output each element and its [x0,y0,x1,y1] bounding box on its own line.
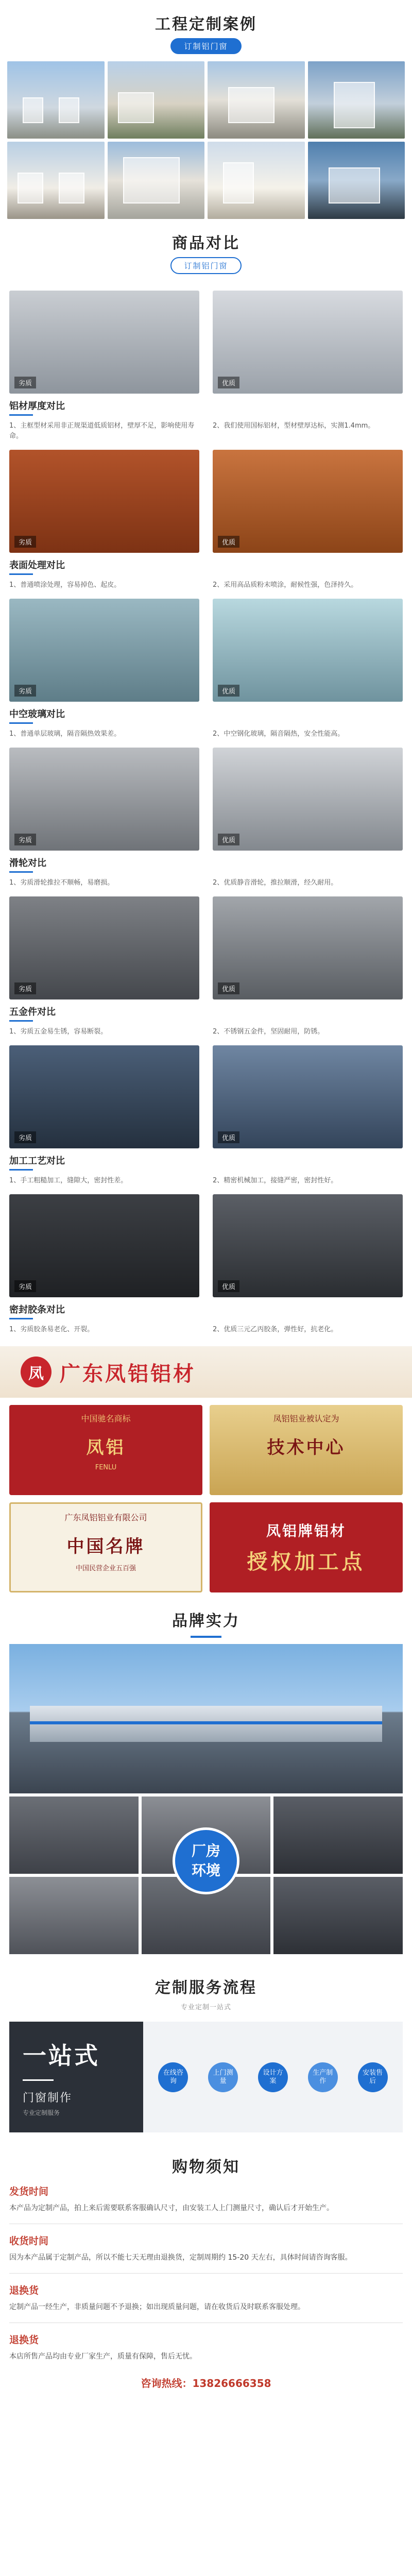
factory-photo [273,1877,403,1954]
plaque-big: 技术中心 [267,1437,346,1458]
compare-images [9,748,403,851]
compare-item-title: 滑轮对比 [9,856,403,873]
compare-texts [9,1176,403,1186]
hotline[interactable]: 咨询热线：13826666358 [141,2377,271,2389]
compare-texts [9,729,403,739]
brand-banner [0,1346,412,1398]
notice-body: 本店所售产品均由专业厂家生产，质量有保障，售后无忧。 [9,2352,197,2361]
compare-image-bad [9,599,199,702]
notice-heading: 发货时间 [9,2186,49,2197]
compare-tag-good: 优质 [218,1280,239,1292]
plaque-top: 广东凤铝铝业有限公司 [64,1513,147,1522]
strength-section [0,1592,412,1954]
compare-texts [9,878,403,888]
plaque-line2: 授权加工点 [247,1550,366,1574]
compare-tag-bad: 劣质 [14,1131,36,1143]
compare-image-good [213,291,403,394]
factory-photo [9,1797,139,1874]
case-image [208,142,305,219]
case-image [308,61,405,139]
compare-texts [9,421,403,442]
compare-tag-bad: 劣质 [14,1280,36,1292]
notice-body: 本产品为定制产品，拍上来后需要联系客服确认尺寸，由安装工人上门测量尺寸，确认后才开始生产。 [9,2204,334,2212]
plaque-grid [0,1398,412,1592]
compare-text-bad: 1、普通喷涂处理，容易掉色、起皮。 [9,581,121,589]
case-pill: 订制铝门窗 [170,38,241,54]
compare-texts [9,580,403,590]
compare-tag-bad: 劣质 [14,536,36,548]
compare-item-title: 五金件对比 [9,1005,403,1022]
compare-text-bad: 1、劣质胶条易老化、开裂。 [9,1326,94,1333]
compare-item-title: 铝材厚度对比 [9,399,403,416]
compare-item [9,748,403,888]
compare-tag-good: 优质 [218,982,239,994]
compare-text-bad: 1、主框型材采用非正规渠道低质铝材，壁厚不足，影响使用寿命。 [9,422,195,440]
plaque-famous-brand [9,1502,202,1592]
plaque-sub: FENLU [95,1464,117,1471]
compare-image-good [213,1194,403,1297]
flow-box [9,2022,403,2132]
notice-title: 购物须知 [172,2158,240,2176]
flow-left-small: 专业定制服务 [23,2109,60,2116]
flow-step [150,2062,196,2092]
case-image [308,142,405,219]
notice-item [9,2184,403,2214]
compare-image-bad [9,896,199,999]
compare-text-bad: 1、劣质五金易生锈，容易断裂。 [9,1028,108,1036]
factory-photo [273,1797,403,1874]
case-image [108,61,205,139]
compare-tag-bad: 劣质 [14,834,36,845]
compare-images [9,1045,403,1148]
flow-left-mid: 门窗制作 [23,2092,73,2105]
compare-item-title: 表面处理对比 [9,558,403,575]
compare-item [9,1045,403,1186]
factory-grid [9,1797,403,1954]
flow-steps [143,2022,403,2132]
compare-title: 商品对比 [172,234,240,252]
notice-section [0,2132,412,2405]
compare-image-good [213,748,403,851]
compare-item [9,896,403,1037]
brand-section [0,1346,412,1592]
plaque-top: 中国驰名商标 [81,1414,131,1423]
flow-step [200,2062,246,2092]
case-image [7,61,105,139]
compare-item [9,450,403,590]
compare-tag-bad: 劣质 [14,377,36,388]
notice-heading: 退换货 [9,2285,39,2296]
case-title: 工程定制案例 [155,15,257,33]
compare-tag-bad: 劣质 [14,685,36,697]
compare-image-bad [9,1045,199,1148]
compare-header [0,219,412,281]
case-section [0,0,412,219]
compare-tag-good: 优质 [218,536,239,548]
flow-divider [23,2079,54,2081]
flow-step-label: 在线咨询 [158,2062,188,2092]
case-image [208,61,305,139]
notice-body: 因为本产品属于定制产品，所以不能七天无理由退换货，定制周期约 15-20 天左右，具体时间请咨询客服。 [9,2253,352,2262]
compare-image-good [213,896,403,999]
plaque-big: 中国名牌 [66,1536,145,1557]
plaque-tech-center [210,1405,403,1495]
compare-image-bad [9,450,199,553]
compare-section [0,219,412,1335]
compare-text-bad: 1、手工粗糙加工，缝隙大，密封性差。 [9,1177,128,1184]
compare-list [0,291,412,1335]
flow-step [350,2062,396,2092]
compare-images [9,896,403,999]
compare-tag-bad: 劣质 [14,982,36,994]
case-image [108,142,205,219]
notice-item [9,2283,403,2313]
brand-logo-icon: 凤 [21,1357,52,1387]
factory-photo [9,1644,403,1793]
compare-image-good [213,599,403,702]
compare-item-title: 中空玻璃对比 [9,707,403,724]
strength-title: 品牌实力 [0,1592,412,1644]
compare-text-good: 2、采用高品质粉末喷涂，耐候性强，色泽持久。 [213,581,358,589]
brand-name: 广东凤铝铝材 [60,1362,196,1386]
compare-item-title: 密封胶条对比 [9,1302,403,1319]
compare-texts [9,1325,403,1335]
compare-tag-good: 优质 [218,685,239,697]
flow-left [9,2022,143,2132]
compare-image-bad [9,291,199,394]
compare-text-good: 2、不锈钢五金件，坚固耐用，防锈。 [213,1028,324,1036]
compare-images [9,599,403,702]
compare-text-good: 2、优质三元乙丙胶条，弹性好，抗老化。 [213,1326,338,1333]
compare-images [9,291,403,394]
compare-image-bad [9,748,199,851]
compare-tag-good: 优质 [218,377,239,388]
case-header [0,0,412,61]
compare-item-title: 加工工艺对比 [9,1154,403,1171]
flow-subtitle: 专业定制一站式 [180,2004,231,2011]
notice-divider [9,2273,403,2274]
compare-item [9,291,403,442]
compare-image-good [213,450,403,553]
case-image [7,142,105,219]
flow-step [300,2062,346,2092]
plaque-big: 凤铝 [86,1437,126,1458]
compare-tag-good: 优质 [218,1131,239,1143]
case-grid [0,61,412,219]
compare-text-good: 2、中空钢化玻璃，隔音隔热，安全性能高。 [213,730,345,738]
flow-left-big: 一站式 [23,2042,100,2070]
plaque-line1: 凤铝牌铝材 [266,1522,346,1539]
flow-step-label: 设计方案 [258,2062,288,2092]
flow-step [250,2062,296,2092]
factory-photo [9,1877,139,1954]
notice-heading: 收货时间 [9,2235,49,2247]
plaque-trademark [9,1405,202,1495]
plaque-sub: 中国民营企业五百强 [75,1565,136,1572]
compare-text-good: 2、我们使用国标铝材，型材壁厚达标，实测1.4mm。 [213,422,375,430]
compare-image-bad [9,1194,199,1297]
compare-text-bad: 1、劣质滑轮推拉不顺畅，易磨损。 [9,879,114,887]
flow-header [0,1954,412,2016]
compare-texts [9,1027,403,1037]
compare-tag-good: 优质 [218,834,239,845]
compare-image-good [213,1045,403,1148]
compare-pill: 订制铝门窗 [170,257,241,274]
compare-images [9,1194,403,1297]
compare-text-bad: 1、普通单层玻璃，隔音隔热效果差。 [9,730,121,738]
flow-title: 定制服务流程 [155,1979,257,1997]
environment-badge: 厂房 环境 [173,1827,239,1894]
compare-text-good: 2、精密机械加工，接缝严密，密封性好。 [213,1177,338,1184]
flow-section [0,1954,412,2132]
flow-step-label: 安装售后 [358,2062,388,2092]
compare-images [9,450,403,553]
flow-step-label: 上门测量 [208,2062,238,2092]
compare-text-good: 2、优质静音滑轮，推拉顺滑，经久耐用。 [213,879,338,887]
plaque-top: 凤铝铝业被认定为 [273,1414,339,1423]
notice-item [9,2332,403,2363]
flow-step-label: 生产制作 [308,2062,338,2092]
notice-body: 定制产品一经生产，非质量问题不予退换；如出现质量问题，请在收货后及时联系客服处理。 [9,2303,305,2311]
notice-heading: 退换货 [9,2334,39,2346]
notice-item [9,2233,403,2264]
factory-stripe [30,1721,382,1724]
plaque-authorized [210,1502,403,1592]
compare-item [9,1194,403,1335]
compare-item [9,599,403,739]
